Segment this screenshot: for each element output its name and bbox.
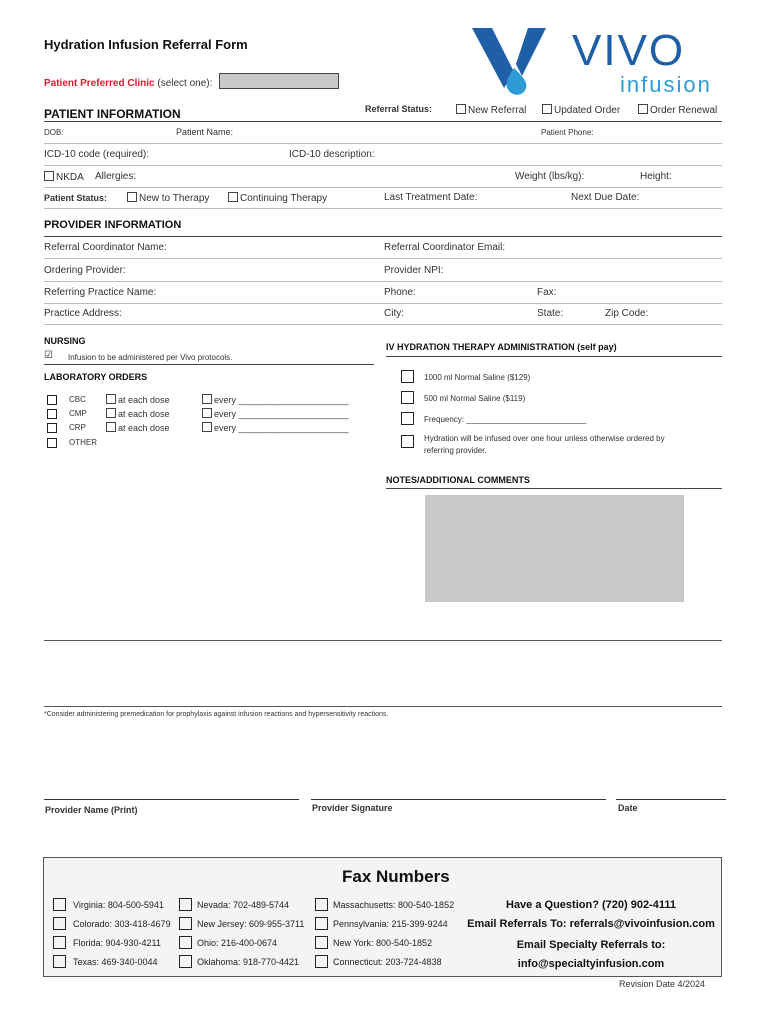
notes-textarea[interactable] xyxy=(425,495,684,602)
new-therapy-label: New to Therapy xyxy=(139,193,210,204)
provider-npi-field[interactable]: Provider NPI: xyxy=(384,265,444,276)
cmp-every-option[interactable] xyxy=(202,408,349,419)
status-renewal-option[interactable] xyxy=(638,104,717,116)
status-updated-option[interactable] xyxy=(542,104,620,116)
patient-phone-field[interactable]: Patient Phone: xyxy=(541,128,594,137)
cbc-each-dose-label: at each dose xyxy=(118,395,170,405)
coordinator-name-field[interactable]: Referral Coordinator Name: xyxy=(44,242,167,253)
date-label: Date xyxy=(618,803,638,813)
saline-1000-label: 1000 ml Normal Saline ($129) xyxy=(424,373,531,382)
fax-new-york-checkbox[interactable] xyxy=(315,936,328,949)
icd-code-field[interactable]: ICD-10 code (required): xyxy=(44,149,150,160)
provider-name-print-label: Provider Name (Print) xyxy=(45,805,138,815)
cmp-each-dose-option[interactable] xyxy=(106,408,170,419)
patient-name-field[interactable]: Patient Name: xyxy=(176,127,234,137)
fax-field[interactable]: Fax: xyxy=(537,287,557,298)
vivo-logo xyxy=(470,26,720,98)
clinic-select-field[interactable] xyxy=(219,73,339,89)
referral-status-label: Referral Status: xyxy=(365,104,433,114)
notes-heading: NOTES/ADDITIONAL COMMENTS xyxy=(386,475,530,485)
question-phone: Have a Question? (720) 902-4111 xyxy=(506,899,676,911)
fax-new-jersey-checkbox[interactable] xyxy=(179,917,192,930)
crp-every-checkbox[interactable] xyxy=(202,422,212,432)
crp-every-field[interactable]: every ______________________ xyxy=(214,423,349,433)
last-treatment-field[interactable]: Last Treatment Date: xyxy=(384,192,478,203)
cbc-every-checkbox[interactable] xyxy=(202,394,212,404)
patient-status-label: Patient Status: xyxy=(44,193,108,203)
cmp-each-dose-checkbox[interactable] xyxy=(106,408,116,418)
continuing-therapy-checkbox[interactable] xyxy=(228,192,238,202)
fax-numbers-panel xyxy=(43,857,722,977)
allergies-field[interactable]: Allergies: xyxy=(95,171,137,182)
other-label: OTHER xyxy=(69,438,97,447)
patient-info-heading: PATIENT INFORMATION xyxy=(44,107,181,121)
hydration-note-line2: referring provider. xyxy=(424,446,487,455)
saline-500-checkbox[interactable] xyxy=(401,391,414,404)
crp-each-dose-checkbox[interactable] xyxy=(106,422,116,432)
fax-nevada: Nevada: 702-489-5744 xyxy=(197,900,290,910)
continuing-therapy-label: Continuing Therapy xyxy=(240,193,328,204)
saline-1000-checkbox[interactable] xyxy=(401,370,414,383)
revision-date: Revision Date 4/2024 xyxy=(619,979,706,989)
fax-new-york: New York: 800-540-1852 xyxy=(333,938,433,948)
fax-pennsylvania: Pennsylvania: 215-399-9244 xyxy=(333,919,448,929)
ordering-provider-field[interactable]: Ordering Provider: xyxy=(44,265,126,276)
cbc-label: CBC xyxy=(69,395,86,404)
cbc-each-dose-option[interactable] xyxy=(106,394,170,405)
lab-orders-heading: LABORATORY ORDERS xyxy=(44,372,148,382)
cbc-every-field[interactable]: every ______________________ xyxy=(214,395,349,405)
status-updated-checkbox[interactable] xyxy=(542,104,552,114)
cmp-each-dose-label: at each dose xyxy=(118,409,170,419)
fax-texas-checkbox[interactable] xyxy=(53,955,66,968)
logo-vivo-text: VIVO xyxy=(572,26,686,75)
fax-florida-checkbox[interactable] xyxy=(53,936,66,949)
practice-name-field[interactable]: Referring Practice Name: xyxy=(44,287,157,298)
clinic-select-row xyxy=(44,73,339,89)
email-specialty[interactable]: info@specialtyinfusion.com xyxy=(517,958,665,970)
form-title: Hydration Infusion Referral Form xyxy=(44,37,248,52)
vivo-logo-mark-icon xyxy=(470,26,570,98)
nursing-heading: NURSING xyxy=(44,336,86,346)
icd-description-field[interactable]: ICD-10 description: xyxy=(289,149,375,160)
crp-checkbox[interactable] xyxy=(47,423,57,433)
fax-ohio: Ohio: 216-400-0674 xyxy=(197,938,278,948)
crp-every-option[interactable] xyxy=(202,422,349,433)
fax-nevada-checkbox[interactable] xyxy=(179,898,192,911)
status-renewal-label: Order Renewal xyxy=(650,105,718,116)
fax-massachusetts: Massachusetts: 800-540-1852 xyxy=(333,900,455,910)
practice-address-field[interactable]: Practice Address: xyxy=(44,308,122,319)
cbc-every-option[interactable] xyxy=(202,394,349,405)
email-specialty-label: Email Specialty Referrals to: xyxy=(516,939,666,951)
fax-pennsylvania-checkbox[interactable] xyxy=(315,917,328,930)
frequency-checkbox[interactable] xyxy=(401,412,414,425)
fax-numbers-heading: Fax Numbers xyxy=(342,867,450,886)
cbc-each-dose-checkbox[interactable] xyxy=(106,394,116,404)
next-due-field[interactable]: Next Due Date: xyxy=(571,192,640,203)
email-referrals[interactable]: Email Referrals To: referrals@vivoinfusion.com xyxy=(467,918,715,930)
new-therapy-checkbox[interactable] xyxy=(127,192,137,202)
dob-field[interactable]: DOB: xyxy=(44,128,64,137)
saline-500-label: 500 ml Normal Saline ($119) xyxy=(424,394,526,403)
provider-info-heading: PROVIDER INFORMATION xyxy=(44,219,182,231)
cmp-every-checkbox[interactable] xyxy=(202,408,212,418)
status-renewal-checkbox[interactable] xyxy=(638,104,648,114)
fax-connecticut: Connecticut: 203-724-4838 xyxy=(333,957,442,967)
zip-field[interactable]: Zip Code: xyxy=(605,308,649,319)
fax-ohio-checkbox[interactable] xyxy=(179,936,192,949)
city-field[interactable]: City: xyxy=(384,308,404,319)
new-therapy-option[interactable] xyxy=(127,192,209,204)
other-checkbox[interactable] xyxy=(47,438,57,448)
nursing-checkbox[interactable]: ☑ xyxy=(44,350,53,361)
nursing-protocol-text: Infusion to be administered per Vivo protocols. xyxy=(68,353,233,362)
iv-hydration-heading: IV HYDRATION THERAPY ADMINISTRATION (self pay) xyxy=(386,342,617,352)
nkda-option[interactable] xyxy=(44,171,84,183)
status-new-label: New Referral xyxy=(468,105,527,116)
fax-florida: Florida: 904-930-4211 xyxy=(73,938,161,948)
cmp-label: CMP xyxy=(69,409,87,418)
crp-label: CRP xyxy=(69,423,86,432)
fax-texas: Texas: 469-340-0044 xyxy=(73,957,158,967)
clinic-label-rest: (select one): xyxy=(157,78,213,89)
crp-each-dose-label: at each dose xyxy=(118,423,170,433)
premedication-footnote: *Consider administering premedication for prophylaxis against infusion reactions and hypersensitivity reactions. xyxy=(44,711,389,718)
cbc-checkbox[interactable] xyxy=(47,395,57,405)
nkda-checkbox[interactable] xyxy=(44,171,54,181)
fax-connecticut-checkbox[interactable] xyxy=(315,955,328,968)
clinic-label: Patient Preferred Clinic xyxy=(44,78,155,89)
fax-colorado-checkbox[interactable] xyxy=(53,917,66,930)
cmp-checkbox[interactable] xyxy=(47,409,57,419)
hydration-one-hour-checkbox[interactable] xyxy=(401,435,414,448)
fax-virginia-checkbox[interactable] xyxy=(53,898,66,911)
phone-field[interactable]: Phone: xyxy=(384,287,416,298)
frequency-field[interactable]: Frequency: ___________________________ xyxy=(424,415,587,424)
fax-new-jersey: New Jersey: 609-955-3711 xyxy=(197,919,305,929)
fax-oklahoma: Oklahoma: 918-770-4421 xyxy=(197,957,300,967)
fax-massachusetts-checkbox[interactable] xyxy=(315,898,328,911)
logo-infusion-text: infusion xyxy=(620,72,712,97)
provider-signature-label: Provider Signature xyxy=(312,803,393,813)
status-updated-label: Updated Order xyxy=(554,105,621,116)
fax-colorado: Colorado: 303-418-4679 xyxy=(73,919,171,929)
height-field[interactable]: Height: xyxy=(640,171,672,182)
cmp-every-field[interactable]: every ______________________ xyxy=(214,409,349,419)
continuing-therapy-option[interactable] xyxy=(228,192,327,204)
fax-oklahoma-checkbox[interactable] xyxy=(179,955,192,968)
hydration-note-line1: Hydration will be infused over one hour unless otherwise ordered by xyxy=(424,434,665,443)
status-new-option[interactable] xyxy=(456,104,526,116)
weight-field[interactable]: Weight (lbs/kg): xyxy=(515,171,585,182)
crp-each-dose-option[interactable] xyxy=(106,422,170,433)
nkda-label: NKDA xyxy=(56,172,84,183)
status-new-checkbox[interactable] xyxy=(456,104,466,114)
coordinator-email-field[interactable]: Referral Coordinator Email: xyxy=(384,242,506,253)
fax-virginia: Virginia: 804-500-5941 xyxy=(73,900,164,910)
state-field[interactable]: State: xyxy=(537,308,564,319)
